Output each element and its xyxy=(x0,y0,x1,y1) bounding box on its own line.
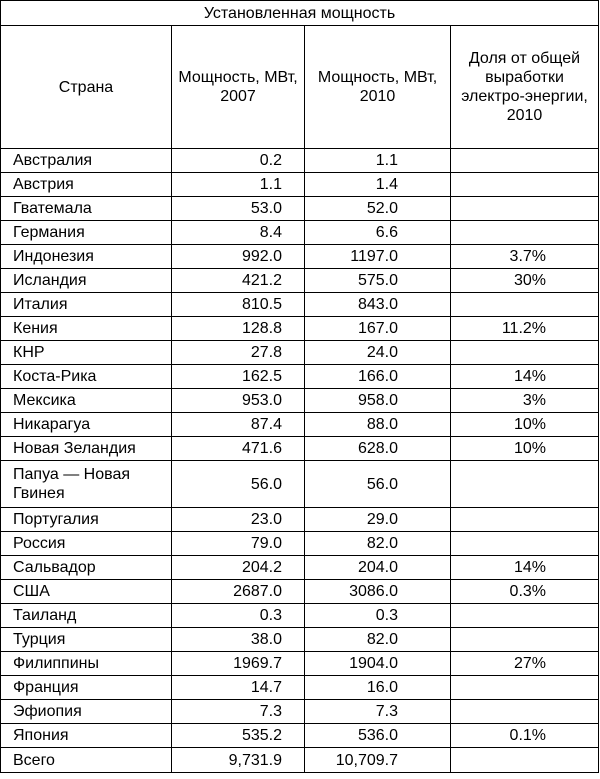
header-capacity-2007: Мощность, МВт, 2007 xyxy=(172,26,305,149)
table-row xyxy=(1,245,599,269)
cell-share-2010 xyxy=(451,604,599,628)
cell-share-2010: 30% xyxy=(451,269,599,293)
cell-country: Мексика xyxy=(1,389,172,413)
cell-country: Индонезия xyxy=(1,245,172,269)
cell-capacity-2010: 24.0 xyxy=(305,341,451,365)
cell-country: Турция xyxy=(1,628,172,652)
total-label: Всего xyxy=(1,748,172,773)
cell-share-2010: 0.3% xyxy=(451,580,599,604)
table-row xyxy=(1,652,599,676)
cell-capacity-2010: 82.0 xyxy=(305,628,451,652)
cell-capacity-2007: 8.4 xyxy=(172,221,305,245)
cell-capacity-2010: 1197.0 xyxy=(305,245,451,269)
table-row xyxy=(1,700,599,724)
cell-share-2010 xyxy=(451,341,599,365)
cell-capacity-2007: 953.0 xyxy=(172,389,305,413)
header-capacity-2010: Мощность, МВт, 2010 xyxy=(305,26,451,149)
cell-country: Новая Зеландия xyxy=(1,437,172,461)
cell-country: Кения xyxy=(1,317,172,341)
cell-country: Австрия xyxy=(1,173,172,197)
table-row xyxy=(1,269,599,293)
table-row xyxy=(1,317,599,341)
total-row xyxy=(1,748,599,773)
cell-share-2010: 11.2% xyxy=(451,317,599,341)
cell-capacity-2010: 628.0 xyxy=(305,437,451,461)
cell-capacity-2010: 1904.0 xyxy=(305,652,451,676)
cell-share-2010: 3% xyxy=(451,389,599,413)
cell-share-2010 xyxy=(451,676,599,700)
cell-capacity-2007: 1.1 xyxy=(172,173,305,197)
table-title-row xyxy=(1,1,599,26)
table-body xyxy=(1,149,599,748)
cell-capacity-2007: 421.2 xyxy=(172,269,305,293)
cell-share-2010 xyxy=(451,149,599,173)
cell-country: Италия xyxy=(1,293,172,317)
cell-country: Япония xyxy=(1,724,172,748)
cell-country: Сальвадор xyxy=(1,556,172,580)
cell-capacity-2010: 536.0 xyxy=(305,724,451,748)
cell-capacity-2010: 56.0 xyxy=(305,461,451,508)
cell-capacity-2007: 27.8 xyxy=(172,341,305,365)
cell-share-2010: 0.1% xyxy=(451,724,599,748)
cell-capacity-2010: 167.0 xyxy=(305,317,451,341)
cell-share-2010: 10% xyxy=(451,413,599,437)
cell-share-2010 xyxy=(451,197,599,221)
cell-capacity-2010: 82.0 xyxy=(305,532,451,556)
cell-country: Таиланд xyxy=(1,604,172,628)
cell-capacity-2010: 6.6 xyxy=(305,221,451,245)
cell-capacity-2007: 14.7 xyxy=(172,676,305,700)
cell-country: Коста-Рика xyxy=(1,365,172,389)
cell-capacity-2007: 535.2 xyxy=(172,724,305,748)
total-capacity-2010: 10,709.7 xyxy=(305,748,451,773)
table-row xyxy=(1,461,599,508)
cell-share-2010 xyxy=(451,461,599,508)
total-share xyxy=(451,748,599,773)
table-row xyxy=(1,532,599,556)
cell-country: Эфиопия xyxy=(1,700,172,724)
cell-share-2010 xyxy=(451,628,599,652)
cell-share-2010: 3.7% xyxy=(451,245,599,269)
cell-capacity-2010: 166.0 xyxy=(305,365,451,389)
cell-capacity-2007: 23.0 xyxy=(172,508,305,532)
cell-share-2010 xyxy=(451,508,599,532)
table-row xyxy=(1,221,599,245)
total-capacity-2007: 9,731.9 xyxy=(172,748,305,773)
cell-capacity-2007: 87.4 xyxy=(172,413,305,437)
table-row xyxy=(1,341,599,365)
cell-capacity-2007: 992.0 xyxy=(172,245,305,269)
cell-capacity-2007: 7.3 xyxy=(172,700,305,724)
cell-capacity-2010: 204.0 xyxy=(305,556,451,580)
table-row xyxy=(1,173,599,197)
table-row xyxy=(1,149,599,173)
table-row xyxy=(1,389,599,413)
cell-share-2010 xyxy=(451,293,599,317)
table-row xyxy=(1,508,599,532)
cell-country: Германия xyxy=(1,221,172,245)
cell-country: Гватемала xyxy=(1,197,172,221)
table-row xyxy=(1,580,599,604)
cell-share-2010 xyxy=(451,532,599,556)
cell-country: Франция xyxy=(1,676,172,700)
cell-capacity-2010: 1.1 xyxy=(305,149,451,173)
cell-country: Исландия xyxy=(1,269,172,293)
cell-country: США xyxy=(1,580,172,604)
cell-capacity-2007: 0.2 xyxy=(172,149,305,173)
table-row xyxy=(1,676,599,700)
cell-country: Россия xyxy=(1,532,172,556)
table-row xyxy=(1,724,599,748)
cell-capacity-2010: 843.0 xyxy=(305,293,451,317)
header-row xyxy=(1,26,599,149)
cell-country: Австралия xyxy=(1,149,172,173)
cell-capacity-2007: 79.0 xyxy=(172,532,305,556)
cell-country: КНР xyxy=(1,341,172,365)
cell-capacity-2007: 810.5 xyxy=(172,293,305,317)
table-row xyxy=(1,293,599,317)
cell-share-2010 xyxy=(451,173,599,197)
table-row xyxy=(1,628,599,652)
cell-capacity-2007: 128.8 xyxy=(172,317,305,341)
cell-capacity-2007: 38.0 xyxy=(172,628,305,652)
cell-share-2010 xyxy=(451,221,599,245)
header-country: Страна xyxy=(1,26,172,149)
cell-share-2010 xyxy=(451,700,599,724)
cell-capacity-2010: 88.0 xyxy=(305,413,451,437)
table-row xyxy=(1,604,599,628)
cell-capacity-2007: 1969.7 xyxy=(172,652,305,676)
cell-capacity-2010: 52.0 xyxy=(305,197,451,221)
table-row xyxy=(1,437,599,461)
cell-capacity-2007: 53.0 xyxy=(172,197,305,221)
cell-capacity-2010: 1.4 xyxy=(305,173,451,197)
cell-capacity-2007: 2687.0 xyxy=(172,580,305,604)
cell-capacity-2010: 29.0 xyxy=(305,508,451,532)
table-row xyxy=(1,197,599,221)
table-title: Установленная мощность xyxy=(1,1,599,26)
table-row xyxy=(1,556,599,580)
header-share-2010: Доля от общей выработки электро-энергии, 2010 xyxy=(451,26,599,149)
cell-capacity-2007: 56.0 xyxy=(172,461,305,508)
cell-capacity-2010: 7.3 xyxy=(305,700,451,724)
cell-country: Папуа — Новая Гвинея xyxy=(1,461,172,508)
cell-share-2010: 14% xyxy=(451,556,599,580)
cell-share-2010: 14% xyxy=(451,365,599,389)
cell-capacity-2007: 162.5 xyxy=(172,365,305,389)
cell-capacity-2010: 16.0 xyxy=(305,676,451,700)
table-row xyxy=(1,365,599,389)
cell-share-2010: 10% xyxy=(451,437,599,461)
cell-capacity-2007: 471.6 xyxy=(172,437,305,461)
cell-country: Португалия xyxy=(1,508,172,532)
cell-capacity-2010: 575.0 xyxy=(305,269,451,293)
cell-capacity-2007: 0.3 xyxy=(172,604,305,628)
cell-share-2010: 27% xyxy=(451,652,599,676)
cell-capacity-2010: 958.0 xyxy=(305,389,451,413)
cell-capacity-2007: 204.2 xyxy=(172,556,305,580)
cell-country: Филиппины xyxy=(1,652,172,676)
cell-capacity-2010: 3086.0 xyxy=(305,580,451,604)
table-row xyxy=(1,413,599,437)
cell-capacity-2010: 0.3 xyxy=(305,604,451,628)
cell-country: Никарагуа xyxy=(1,413,172,437)
